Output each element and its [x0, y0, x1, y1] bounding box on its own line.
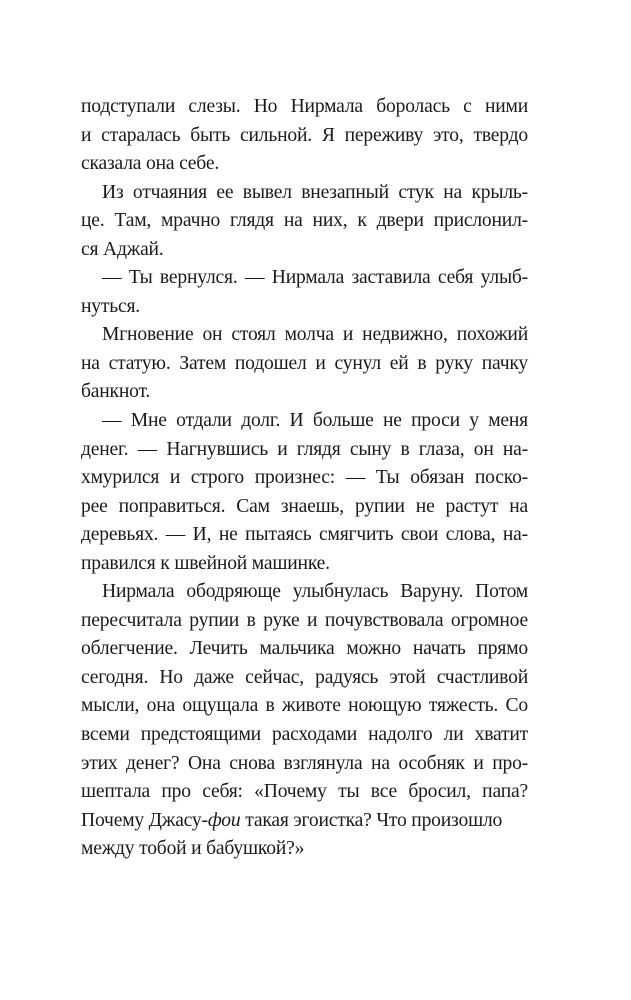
text-line: всеми предстоящими расходами надолго ли хватит [81, 724, 528, 746]
text-line: Нирмала ободряюще улыбнулась Варуну. Потом [102, 581, 528, 603]
text-line: хмурился и строго произнес: — Ты обязан поско- [81, 467, 528, 489]
italic-word: фои [207, 809, 241, 831]
text-line: — Мне отдали долг. И больше не проси у меня [102, 410, 528, 432]
text-line: Из отчаяния ее вывел внезапный стук на крыль- [102, 181, 528, 203]
text-line: пересчитала рупии в руке и почувствовала огромное [81, 609, 528, 631]
text-line: мысли, она ощущала в животе ноющую тяжесть. Со [81, 695, 528, 717]
text-line: правился к швейной машинке. [81, 552, 330, 574]
text-line: сказала она себе. [81, 153, 220, 175]
text-line: деревьях. — И, не пытаясь смягчить свои слова, на- [81, 524, 528, 546]
text-line: ся Аджай. [81, 238, 164, 260]
text-line: шептала про себя: «Почему ты все бросил, папа? [81, 781, 528, 803]
text-segment: Почему Джасу-фои такая эгоистка? Что произошло [81, 809, 503, 831]
text-line: нуться. [81, 295, 140, 317]
text-line: Мгновение он стоял молча и недвижно, похожий [102, 324, 528, 346]
text-line: подступали слезы. Но Нирмала боролась с ними [81, 96, 528, 117]
text-line: на статую. Затем подошел и сунул ей в руку пачку [81, 352, 528, 374]
page-body-text [81, 93, 528, 864]
text-line: сегодня. Но даже сейчас, радуясь этой счастливой [81, 666, 528, 688]
text-line: между тобой и бабушкой?» [81, 838, 305, 860]
text-line: денег. — Нагнувшись и глядя сыну в глаза, он на- [81, 438, 528, 460]
text-line: — Ты вернулся. — Нирмала заставила себя улыб- [102, 267, 528, 289]
text-line: це. Там, мрачно глядя на них, к двери прислонил- [81, 210, 528, 232]
text-line: банкнот. [81, 381, 151, 403]
text-line: рее поправиться. Сам знаешь, рупии не растут на [81, 495, 528, 517]
text-line: облегчение. Лечить мальчика можно начать прямо [81, 638, 528, 660]
text-line [81, 807, 528, 836]
text-line: этих денег? Она снова взглянула на особняк и про- [81, 752, 528, 774]
text-line: и старалась быть сильной. Я переживу это, твердо [81, 124, 528, 146]
